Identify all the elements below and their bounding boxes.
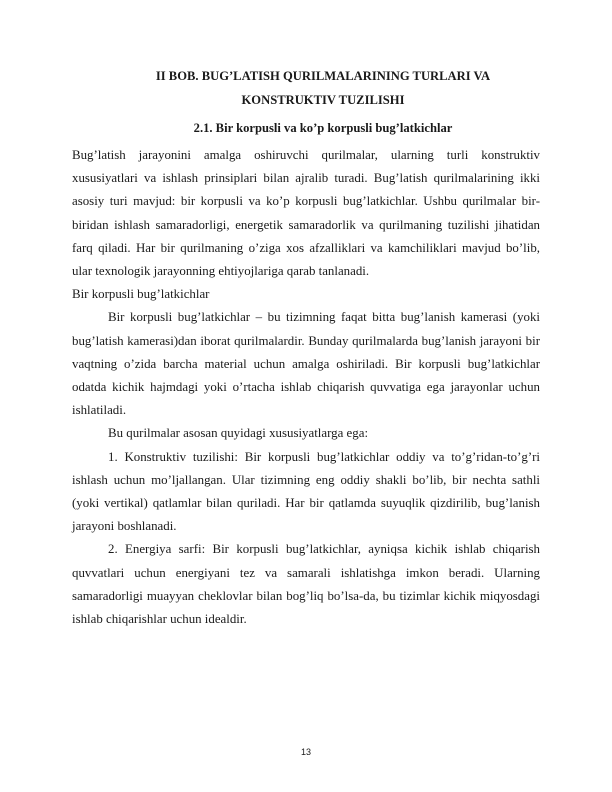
chapter-title-line-2: KONSTRUKTIV TUZILISHI: [241, 93, 405, 107]
paragraph: [72, 144, 540, 283]
paragraph: [72, 422, 540, 445]
body-text: [72, 144, 540, 631]
paragraph-text: 2. Energiya sarfi: Bir korpusli bug’latkichlar, ayniqsa kichik ishlab chiqarish quvvatlari uchun energiyani tez va samarali ishlatishga imkon beradi. Ularning samaradorligi muayyan cheklovlar bilan bog’liq bo’lsa-da, bu tizimlar kichik miqyosdagi ishlab chiqarishlar uchun idealdir.: [72, 542, 540, 627]
paragraph-text: Bir korpusli bug’latkichlar: [72, 287, 210, 302]
page-number: 13: [300, 747, 311, 757]
paragraph-text: Bu qurilmalar asosan quyidagi xususiyatlarga ega:: [108, 426, 369, 441]
paragraph: [72, 306, 540, 422]
paragraph: [72, 538, 540, 631]
paragraph-text: Bug’latish jarayonini amalga oshiruvchi qurilmalar, ularning turli konstruktiv xususiyatlari va ishlash prinsiplari bilan ajralib turadi. Bug’latish qurilmalarining ikki asosiy turi mavjud: bir korpusli va ko’p korpusli bug’latkichlar. Ushbu qurilmalar bir-biridan ishlash samaradorligi, energetik samaradorlik va qurilmaning tuzilishi jihatidan farq qiladi. Har bir qurilmaning o’ziga xos afzalliklari va kamchiliklari mavjud bo’lib, ular texnologik jarayonning ehtiyojlariga qarab tanlanadi.: [72, 148, 540, 279]
chapter-title-line-1: II BOB. BUG’LATISH QURILMALARINING TURLARI VA: [155, 69, 491, 83]
paragraph: [72, 446, 540, 539]
paragraph: [72, 283, 540, 306]
paragraph-text: Bir korpusli bug’latkichlar – bu tizimning faqat bitta bug’lanish kamerasi (yoki bug’latish kamerasi)dan iborat qurilmalardir. Bunday qurilmalarda bug’lanish jarayoni bir vaqtning o’zida barcha material uchun amalga oshiriladi. Bir korpusli bug’latkichlar odatda kichik hajmdagi yoki o’rtacha ishlab chiqarish quvvatiga ega jarayonlar uchun ishlatiladi.: [72, 310, 540, 418]
paragraph-text: 1. Konstruktiv tuzilishi: Bir korpusli bug’latkichlar oddiy va to’g’ridan-to’g’ri ishlash uchun mo’ljallangan. Ular tizimning eng oddiy shakli bo’lib, bir nechta sathli (yoki vertikal) qatlamlar bilan quriladi. Har bir qatlamda suyuqlik qizdirilib, bug’lanish jarayoni boshlanadi.: [72, 449, 540, 534]
section-title: 2.1. Bir korpusli va ko’p korpusli bug’latkichlar: [193, 121, 453, 135]
chapter-title: [108, 64, 538, 112]
